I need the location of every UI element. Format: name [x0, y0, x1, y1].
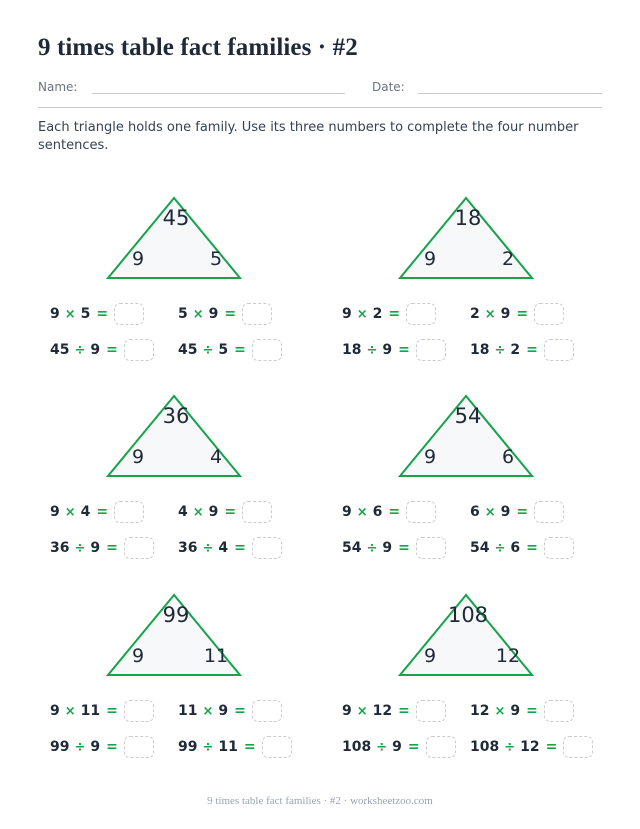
equals-sign: = [234, 342, 246, 358]
operand-a: 54 [470, 540, 490, 556]
operand-a: 99 [178, 739, 198, 755]
operand-a: 36 [50, 540, 70, 556]
operand-b: 9 [90, 739, 101, 755]
number-sentence [50, 699, 154, 723]
operand-a: 4 [178, 504, 188, 520]
answer-box[interactable] [252, 537, 282, 559]
fact-family-6 [332, 593, 622, 773]
answer-box[interactable] [534, 501, 564, 523]
operand-b: 6 [510, 540, 521, 556]
answer-box[interactable] [252, 700, 282, 722]
operand-a: 9 [50, 504, 60, 520]
number-sentence [178, 735, 292, 759]
equals-sign: = [106, 342, 118, 358]
name-label: Name: [38, 80, 78, 94]
operator-sign: ÷ [494, 342, 506, 358]
number-sentence [342, 500, 436, 524]
equals-sign: = [96, 504, 109, 520]
answer-box[interactable] [416, 339, 446, 361]
answer-box[interactable] [534, 303, 564, 325]
number-sentence [342, 302, 436, 326]
equals-sign: = [388, 306, 401, 322]
equals-sign: = [224, 504, 237, 520]
operand-b: 9 [500, 504, 511, 520]
answer-box[interactable] [114, 303, 144, 325]
operand-a: 9 [50, 703, 60, 719]
operator-sign: × [356, 703, 368, 719]
triangle-top-number: 18 [454, 206, 482, 230]
operand-b: 9 [500, 306, 511, 322]
number-sentence [178, 338, 282, 362]
fact-family-3 [40, 394, 330, 574]
operand-a: 99 [50, 739, 70, 755]
answer-box[interactable] [544, 537, 574, 559]
answer-box[interactable] [124, 736, 154, 758]
operand-b: 4 [80, 504, 91, 520]
page-footer: 9 times table fact families · #2 · worksheetzoo.com [207, 795, 433, 807]
operator-sign: ÷ [74, 540, 86, 556]
operand-a: 2 [470, 306, 480, 322]
answer-box[interactable] [124, 339, 154, 361]
fact-family-1 [40, 196, 330, 376]
operator-sign: × [64, 306, 76, 322]
number-sentence [178, 699, 282, 723]
operand-a: 54 [342, 540, 362, 556]
operand-b: 9 [382, 342, 393, 358]
operator-sign: ÷ [366, 540, 378, 556]
number-sentence [50, 735, 154, 759]
answer-box[interactable] [563, 736, 593, 758]
operand-a: 45 [178, 342, 198, 358]
equals-sign: = [516, 306, 529, 322]
answer-box[interactable] [262, 736, 292, 758]
number-sentence [470, 699, 574, 723]
operator-sign: ÷ [202, 540, 214, 556]
number-sentence [178, 536, 282, 560]
triangle-right-number: 6 [501, 446, 515, 468]
operand-b: 5 [80, 306, 91, 322]
operand-a: 12 [470, 703, 490, 719]
equals-sign: = [526, 342, 538, 358]
equals-sign: = [545, 739, 558, 755]
equals-sign: = [106, 540, 118, 556]
operand-a: 108 [470, 739, 500, 755]
equals-sign: = [526, 540, 538, 556]
equals-sign: = [106, 703, 118, 719]
equals-sign: = [96, 306, 109, 322]
operand-b: 9 [392, 739, 402, 755]
operator-sign: × [484, 306, 496, 322]
operand-a: 18 [470, 342, 490, 358]
operator-sign: ÷ [366, 342, 378, 358]
equals-sign: = [516, 504, 529, 520]
operator-sign: × [64, 703, 76, 719]
operand-a: 36 [178, 540, 198, 556]
operand-a: 9 [50, 306, 60, 322]
operand-a: 9 [342, 306, 352, 322]
operator-sign: ÷ [494, 540, 506, 556]
answer-box[interactable] [124, 700, 154, 722]
operator-sign: ÷ [202, 342, 214, 358]
operand-b: 11 [80, 703, 101, 719]
operator-sign: × [356, 504, 368, 520]
number-sentence [50, 500, 144, 524]
triangle-right-number: 2 [501, 248, 515, 270]
number-sentence [342, 735, 456, 759]
operand-b: 9 [208, 504, 219, 520]
operator-sign: × [64, 504, 76, 520]
answer-box[interactable] [252, 339, 282, 361]
operand-b: 5 [218, 342, 229, 358]
operand-b: 12 [372, 703, 393, 719]
operand-a: 108 [342, 739, 372, 755]
operand-b: 2 [372, 306, 383, 322]
operand-b: 9 [510, 703, 521, 719]
operand-b: 4 [218, 540, 229, 556]
triangle-left-number: 9 [131, 248, 145, 270]
equals-sign: = [398, 540, 410, 556]
operator-sign: × [356, 306, 368, 322]
operand-b: 9 [90, 540, 101, 556]
fact-family-5 [40, 593, 330, 773]
operator-sign: ÷ [202, 739, 214, 755]
date-field[interactable] [418, 93, 602, 94]
equals-sign: = [106, 739, 118, 755]
operator-sign: ÷ [74, 342, 86, 358]
fact-family-2 [332, 196, 622, 376]
triangle-top-number: 54 [454, 404, 482, 428]
equals-sign: = [398, 703, 410, 719]
number-sentence [342, 338, 446, 362]
operator-sign: × [192, 306, 204, 322]
operand-b: 11 [218, 739, 238, 755]
triangle-left-number: 9 [423, 446, 437, 468]
answer-box[interactable] [544, 700, 574, 722]
operand-b: 9 [382, 540, 393, 556]
number-sentence [470, 536, 574, 560]
number-sentence [178, 500, 272, 524]
equals-sign: = [388, 504, 401, 520]
operand-b: 9 [208, 306, 219, 322]
instructions-text: Each triangle holds one family. Use its three numbers to complete the four number sentences. [38, 120, 579, 153]
operator-sign: × [494, 703, 506, 719]
operand-a: 18 [342, 342, 362, 358]
operand-a: 5 [178, 306, 188, 322]
triangle-left-number: 9 [423, 248, 437, 270]
operand-a: 6 [470, 504, 480, 520]
answer-box[interactable] [114, 501, 144, 523]
number-sentence [50, 302, 144, 326]
equals-sign: = [243, 739, 256, 755]
number-sentence [342, 699, 446, 723]
operator-sign: ÷ [504, 739, 516, 755]
page-title: 9 times table fact families · #2 [38, 34, 358, 61]
operand-b: 12 [520, 739, 540, 755]
triangle-top-number: 99 [162, 603, 190, 627]
answer-box[interactable] [242, 501, 272, 523]
triangle-right-number: 11 [203, 645, 229, 667]
triangle-left-number: 9 [131, 446, 145, 468]
fact-family-4 [332, 394, 622, 574]
number-sentence [470, 500, 564, 524]
triangle-top-number: 108 [447, 603, 489, 627]
operand-a: 9 [342, 504, 352, 520]
number-sentence [50, 536, 154, 560]
answer-box[interactable] [124, 537, 154, 559]
operator-sign: × [202, 703, 214, 719]
answer-box[interactable] [416, 700, 446, 722]
operand-a: 11 [178, 703, 198, 719]
equals-sign: = [526, 703, 538, 719]
equals-sign: = [398, 342, 410, 358]
answer-box[interactable] [406, 303, 436, 325]
date-label: Date: [372, 80, 405, 94]
operand-b: 2 [510, 342, 521, 358]
number-sentence [470, 338, 574, 362]
number-sentence [470, 735, 593, 759]
answer-box[interactable] [544, 339, 574, 361]
answer-box[interactable] [242, 303, 272, 325]
name-field[interactable] [92, 93, 345, 94]
operand-b: 9 [218, 703, 229, 719]
number-sentence [50, 338, 154, 362]
triangle-top-number: 45 [162, 206, 190, 230]
header-divider [38, 107, 602, 108]
operator-sign: ÷ [74, 739, 86, 755]
number-sentence [342, 536, 446, 560]
answer-box[interactable] [406, 501, 436, 523]
number-sentence [178, 302, 272, 326]
answer-box[interactable] [416, 537, 446, 559]
triangle-right-number: 4 [209, 446, 223, 468]
number-sentence [470, 302, 564, 326]
triangle-right-number: 5 [209, 248, 223, 270]
operator-sign: × [484, 504, 496, 520]
triangle-left-number: 9 [423, 645, 437, 667]
operand-a: 9 [342, 703, 352, 719]
equals-sign: = [234, 540, 246, 556]
triangle-right-number: 12 [495, 645, 521, 667]
operand-a: 45 [50, 342, 70, 358]
operator-sign: × [192, 504, 204, 520]
operator-sign: ÷ [376, 739, 388, 755]
operand-b: 6 [372, 504, 383, 520]
answer-box[interactable] [426, 736, 456, 758]
equals-sign: = [407, 739, 420, 755]
triangle-left-number: 9 [131, 645, 145, 667]
equals-sign: = [224, 306, 237, 322]
equals-sign: = [234, 703, 246, 719]
operand-b: 9 [90, 342, 101, 358]
triangle-top-number: 36 [162, 404, 190, 428]
